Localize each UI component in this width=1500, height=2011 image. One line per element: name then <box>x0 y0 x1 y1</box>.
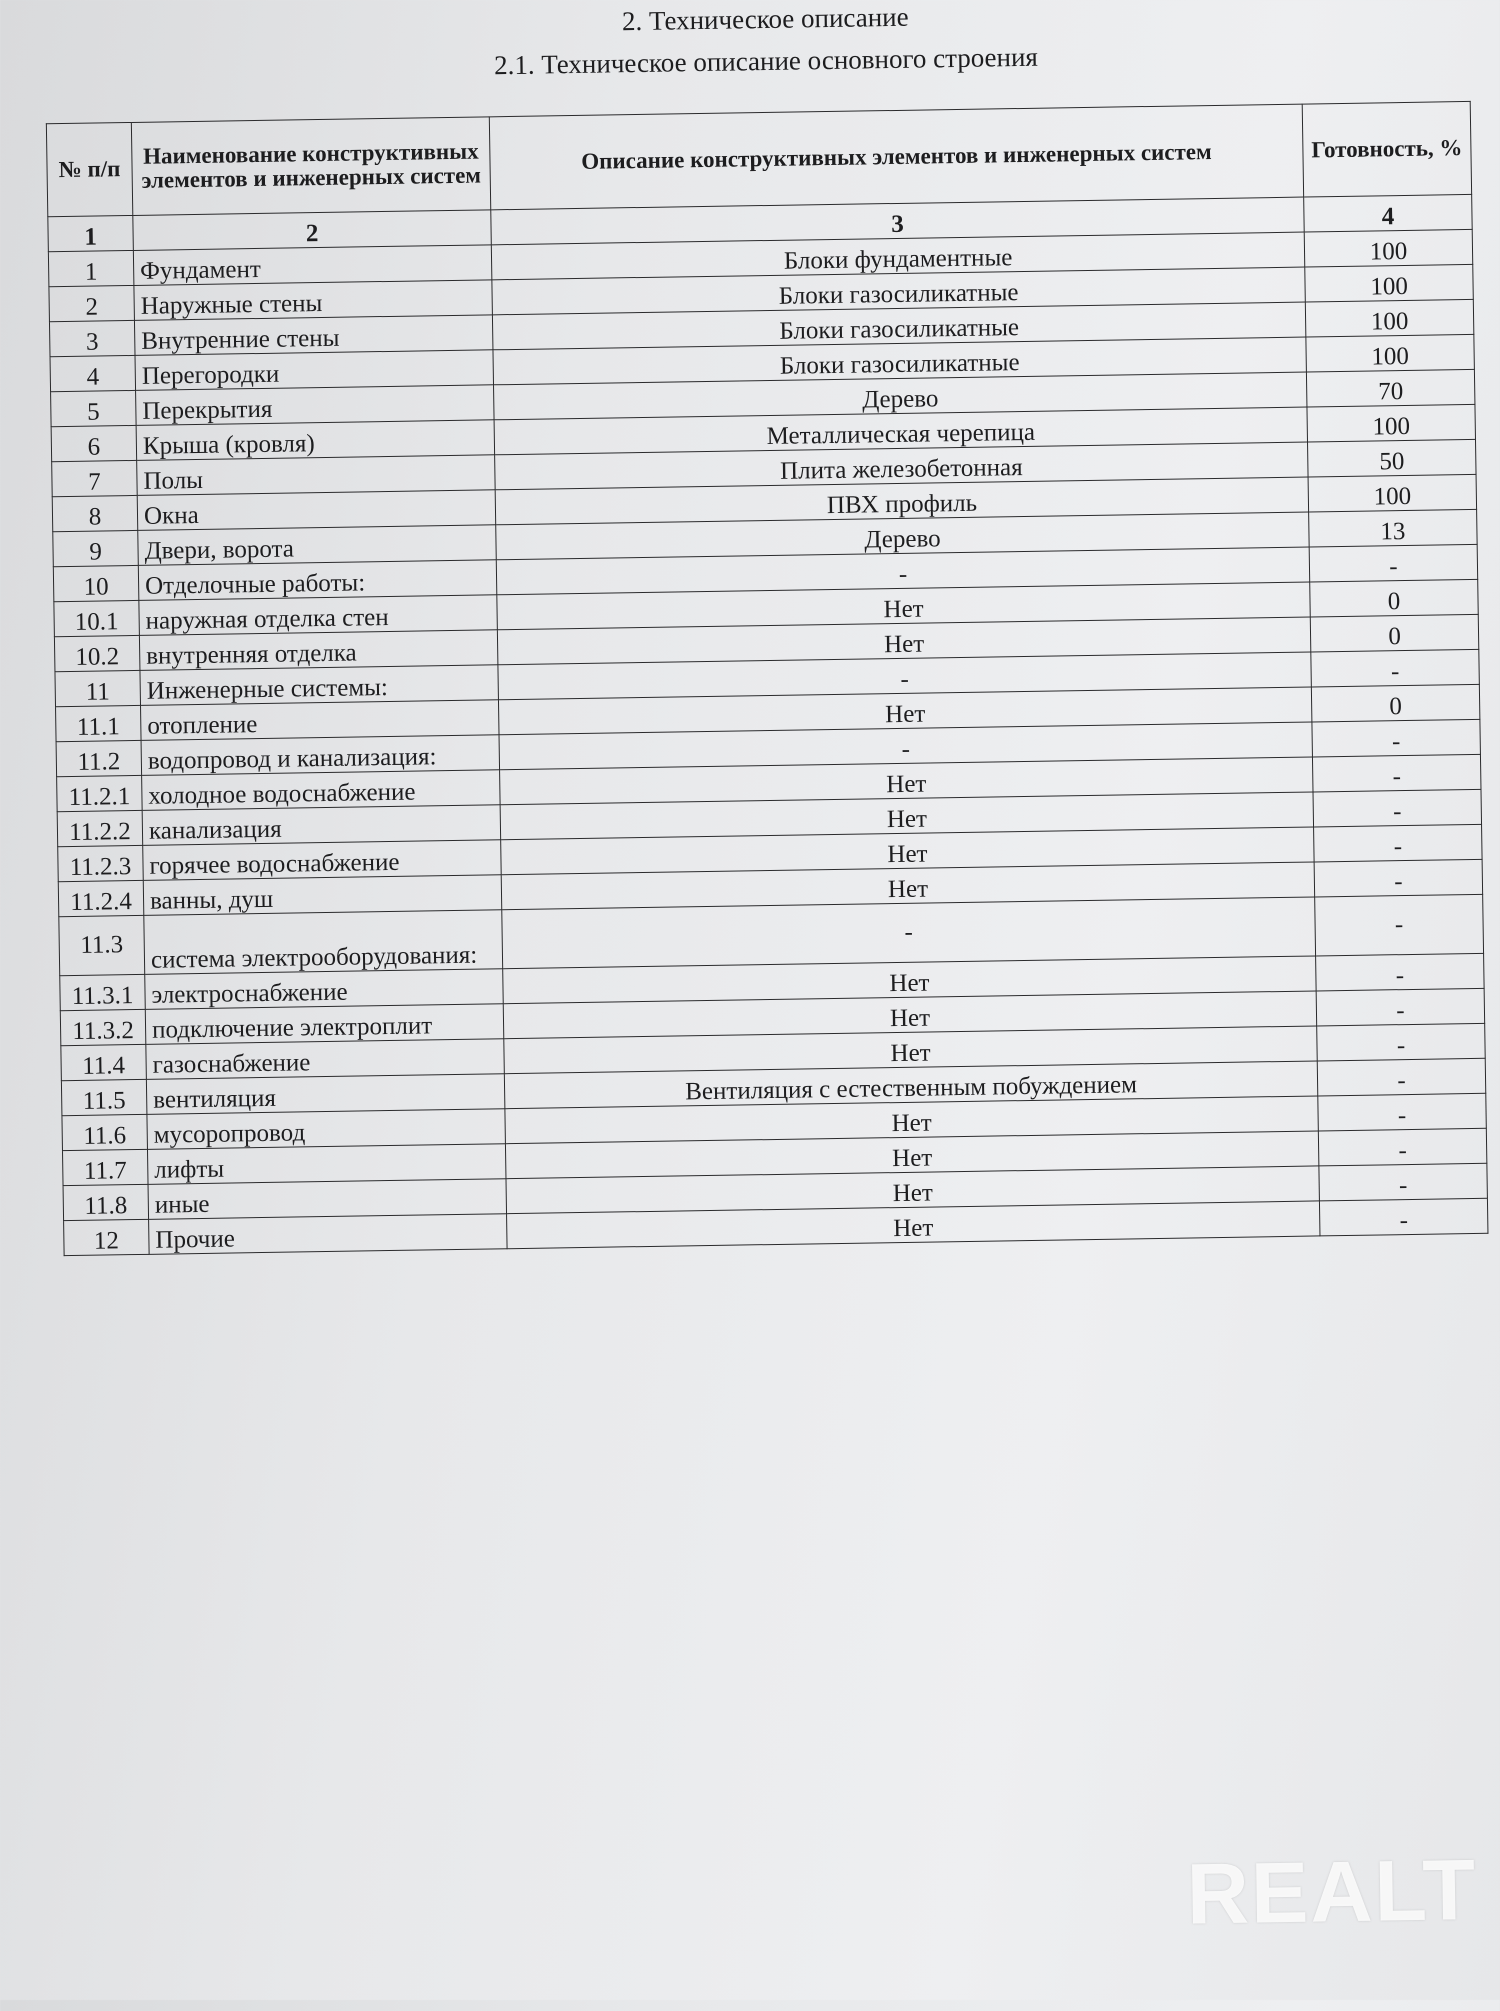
row-number: 12 <box>64 1219 150 1255</box>
row-number: 11 <box>55 670 141 706</box>
row-readiness: 100 <box>1308 474 1477 512</box>
row-element-name: лифты <box>147 1144 506 1185</box>
row-readiness: - <box>1313 789 1482 827</box>
row-readiness: 100 <box>1304 229 1473 267</box>
row-description: Нет <box>501 827 1314 875</box>
row-number: 10.1 <box>54 600 140 636</box>
section-title: 2. Техническое описание <box>621 1 909 37</box>
row-number: 8 <box>52 495 138 531</box>
column-index-cell: 2 <box>133 210 492 251</box>
row-element-name: Окна <box>137 490 496 531</box>
row-element-name: Наружные стены <box>134 280 493 321</box>
row-description: Нет <box>504 1026 1317 1074</box>
row-element-name: мусоропровод <box>147 1109 506 1150</box>
row-readiness: - <box>1309 544 1478 582</box>
row-element-name: отопление <box>141 700 500 741</box>
row-element-name: газоснабжение <box>146 1039 505 1080</box>
row-description: Нет <box>505 1096 1318 1144</box>
row-description: Дерево <box>496 512 1309 560</box>
row-element-name: холодное водоснабжение <box>142 770 501 811</box>
row-description: Нет <box>503 956 1316 1004</box>
row-element-name: канализация <box>142 805 501 846</box>
header-name: Наименование конструктивных элементов и инженерных систем <box>131 117 490 216</box>
row-number: 11.6 <box>62 1114 148 1150</box>
row-description: Нет <box>503 991 1316 1039</box>
row-description: Металлическая черепица <box>494 407 1307 455</box>
row-readiness: 0 <box>1310 614 1479 652</box>
row-element-name: система электрооборудования: <box>144 910 503 975</box>
row-readiness: 50 <box>1308 439 1477 477</box>
row-number: 11.2.4 <box>58 880 144 916</box>
row-number: 11.2 <box>56 740 142 776</box>
row-description: Нет <box>505 1131 1318 1179</box>
row-element-name: Отделочные работы: <box>138 560 497 601</box>
row-number: 11.3 <box>59 915 145 975</box>
row-element-name: иные <box>148 1179 507 1220</box>
row-description: Блоки газосиликатные <box>492 267 1305 315</box>
header-desc: Описание конструктивных элементов и инженерных систем <box>489 104 1303 210</box>
row-element-name: водопровод и канализация: <box>141 735 500 776</box>
row-description: Блоки газосиликатные <box>493 337 1306 385</box>
row-number: 10.2 <box>54 635 140 671</box>
row-readiness: 100 <box>1306 334 1475 372</box>
row-readiness: - <box>1314 824 1483 862</box>
document-page <box>30 0 1500 2011</box>
row-element-name: внутренняя отделка <box>139 630 498 671</box>
row-number: 11.7 <box>62 1149 148 1185</box>
row-description: Нет <box>500 757 1313 805</box>
row-description: - <box>498 652 1311 700</box>
row-readiness: - <box>1312 754 1481 792</box>
row-description: Нет <box>507 1201 1320 1249</box>
row-element-name: вентиляция <box>146 1074 505 1115</box>
row-element-name: ванны, душ <box>143 875 502 916</box>
row-element-name: Внутренние стены <box>134 315 493 356</box>
row-readiness: 100 <box>1305 264 1474 302</box>
row-description: - <box>499 722 1312 770</box>
row-readiness: 0 <box>1310 579 1479 617</box>
subsection-title: 2.1. Техническое описание основного строения <box>493 41 1039 81</box>
row-description: Блоки фундаментные <box>491 232 1304 280</box>
row-description: Нет <box>506 1166 1319 1214</box>
row-number: 10 <box>53 565 139 601</box>
row-description: Плита железобетонная <box>495 442 1308 490</box>
row-element-name: Двери, ворота <box>138 525 497 566</box>
row-number: 11.3.1 <box>60 974 146 1010</box>
row-number: 9 <box>53 530 139 566</box>
row-readiness: - <box>1317 1023 1486 1061</box>
row-readiness: 70 <box>1306 369 1475 407</box>
row-description: Нет <box>497 582 1310 630</box>
row-readiness: - <box>1312 719 1481 757</box>
row-readiness: - <box>1319 1198 1488 1236</box>
column-index-cell: 4 <box>1304 194 1473 232</box>
row-element-name: Фундамент <box>133 245 492 286</box>
row-description: Нет <box>500 792 1313 840</box>
row-description: Блоки газосиликатные <box>492 302 1305 350</box>
row-number: 6 <box>51 425 137 461</box>
row-readiness: - <box>1311 649 1480 687</box>
realt-watermark-logo: REALT <box>1186 1842 1478 1943</box>
row-number: 4 <box>50 355 136 391</box>
table-body <box>48 229 1488 1255</box>
row-number: 2 <box>49 285 135 321</box>
row-readiness: - <box>1317 1058 1486 1096</box>
row-number: 11.2.1 <box>57 775 143 811</box>
column-index-cell: 3 <box>491 197 1304 245</box>
row-number: 11.2.3 <box>58 845 144 881</box>
row-number: 11.8 <box>63 1184 149 1220</box>
row-number: 11.3.2 <box>60 1009 146 1045</box>
row-readiness: - <box>1318 1128 1487 1166</box>
row-description: ПВХ профиль <box>495 477 1308 525</box>
row-element-name: электроснабжение <box>145 969 504 1010</box>
row-element-name: Крыша (кровля) <box>136 420 495 461</box>
row-readiness: - <box>1314 859 1483 897</box>
row-element-name: наружная отделка стен <box>139 595 498 636</box>
row-description: Нет <box>498 687 1311 735</box>
row-element-name: Перекрытия <box>136 385 495 426</box>
row-readiness: 0 <box>1311 684 1480 722</box>
row-element-name: горячее водоснабжение <box>143 840 502 881</box>
row-description: Вентиляция с естественным побуждением <box>504 1061 1317 1109</box>
row-description: - <box>496 547 1309 595</box>
row-readiness: - <box>1316 953 1485 991</box>
header-num: № п/п <box>46 122 132 216</box>
row-readiness: 100 <box>1305 299 1474 337</box>
row-readiness: - <box>1318 1093 1487 1131</box>
row-readiness: - <box>1319 1163 1488 1201</box>
row-readiness: 100 <box>1307 404 1476 442</box>
row-number: 11.4 <box>61 1044 147 1080</box>
row-readiness: 13 <box>1309 509 1478 547</box>
row-description: Дерево <box>494 372 1307 420</box>
column-index-cell: 1 <box>48 215 134 251</box>
technical-description-table <box>46 101 1489 1256</box>
row-number: 5 <box>51 390 137 426</box>
row-number: 11.5 <box>61 1079 147 1115</box>
row-element-name: Полы <box>137 455 496 496</box>
row-number: 11.2.2 <box>57 810 143 846</box>
row-number: 1 <box>48 250 134 286</box>
row-readiness: - <box>1315 894 1484 956</box>
row-number: 11.1 <box>56 705 142 741</box>
row-number: 3 <box>49 320 135 356</box>
row-description: - <box>502 897 1316 969</box>
row-readiness: - <box>1316 988 1485 1026</box>
row-number: 7 <box>52 460 138 496</box>
row-element-name: Перегородки <box>135 350 494 391</box>
row-element-name: Инженерные системы: <box>140 665 499 706</box>
row-element-name: Прочие <box>149 1214 508 1255</box>
row-element-name: подключение электроплит <box>145 1004 504 1045</box>
row-description: Нет <box>501 862 1314 910</box>
row-description: Нет <box>497 617 1310 665</box>
header-ready: Готовность, % <box>1302 101 1471 197</box>
